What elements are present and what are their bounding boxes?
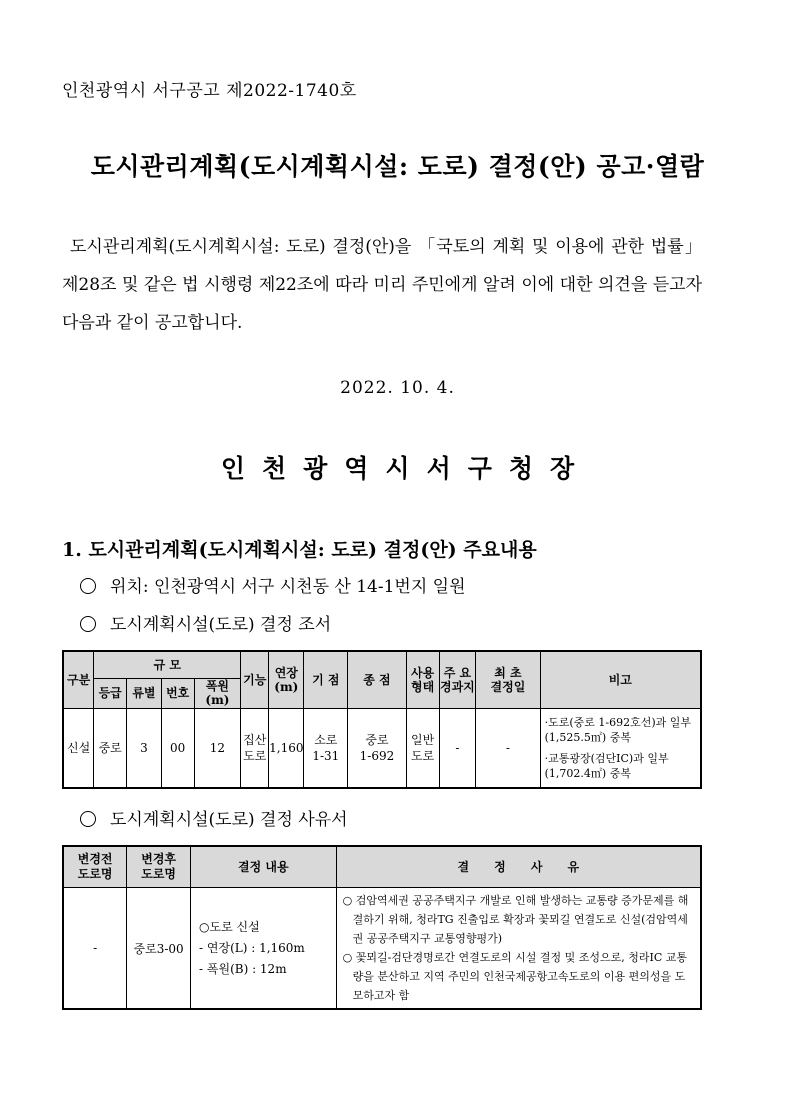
content-line: - 폭원(B) : 12m	[199, 961, 287, 976]
header-scale: 규 모	[94, 651, 241, 678]
table-row	[63, 888, 701, 1010]
cell-remarks	[540, 708, 701, 788]
reason-item: ○ 검암역세권 공공주택지구 개발로 인해 발생하는 교통량 증가문제를 해결하기 위해, 청라TG 진출입로 확장과 꽃뫼길 연결도로 신설(검암역세권 공공주택지구 교통영향평가)	[342, 894, 689, 945]
section-heading: 1. 도시관리계획(도시계획시설: 도로) 결정(안) 주요내용	[62, 539, 537, 561]
cell-content	[191, 888, 337, 1010]
cell-before: -	[63, 888, 127, 1010]
remark-item: ·도로(중로 1-692호선)과 일부(1,525.5㎡) 중복	[544, 715, 692, 744]
cell-use-type: 일반 도로	[406, 708, 439, 788]
location-bullet	[80, 572, 466, 597]
notice-number: 인천광역시 서구공고 제2022-1740호	[62, 81, 357, 101]
cell-first-decision: -	[476, 708, 540, 788]
cell-end: 중로 1-692	[348, 708, 407, 788]
notice-date: 2022. 10. 4.	[340, 378, 455, 398]
header-width: 폭원 (m)	[194, 678, 241, 708]
header-number: 번호	[161, 678, 194, 708]
cell-length: 1,160	[269, 708, 304, 788]
cell-start: 소로 1-31	[304, 708, 348, 788]
cell-main-route: -	[439, 708, 476, 788]
reason-item: ○ 꽃뫼길-검단경명로간 연결도로의 시설 결정 및 조성으로, 청라IC 교통량을 분산하고 지역 주민의 인천국제공항고속도로의 이용 편의성을 도모하고자 함	[342, 951, 688, 1002]
header-function: 기능	[241, 651, 269, 708]
cell-number: 00	[161, 708, 194, 788]
header-class: 류별	[127, 678, 162, 708]
cell-function: 집산 도로	[241, 708, 269, 788]
reason-table	[62, 845, 702, 1010]
reason-table-title: 도시계획시설(도로) 결정 사유서	[110, 810, 348, 830]
cell-width: 12	[194, 708, 241, 788]
header-before: 변경전 도로명	[63, 846, 127, 888]
circle-bullet-icon	[80, 811, 96, 827]
decision-table-caption	[80, 610, 331, 635]
content-line: ○도로 신설	[199, 919, 260, 934]
header-start: 기 점	[304, 651, 348, 708]
header-remarks: 비고	[540, 651, 701, 708]
table-row	[63, 708, 701, 788]
page-title: 도시관리계획(도시계획시설: 도로) 결정(안) 공고·열람	[90, 152, 705, 181]
cell-class: 3	[127, 708, 162, 788]
reason-table-caption	[80, 805, 348, 830]
header-grade: 등급	[94, 678, 127, 708]
decision-table	[62, 650, 702, 789]
cell-grade: 중로	[94, 708, 127, 788]
content-line: - 연장(L) : 1,160m	[199, 940, 305, 955]
header-reason: 결 정 사 유	[336, 846, 701, 888]
header-division: 구분	[63, 651, 94, 708]
circle-bullet-icon	[80, 578, 96, 594]
header-use-type: 사용 형태	[406, 651, 439, 708]
location-text: 위치: 인천광역시 서구 시천동 산 14-1번지 일원	[110, 577, 466, 597]
header-after: 변경후 도로명	[127, 846, 191, 888]
decision-table-title: 도시계획시설(도로) 결정 조서	[110, 615, 332, 635]
remark-item: ·교통광장(검단IC)과 일부(1,702.4㎡) 중복	[544, 751, 669, 780]
header-first-decision: 최 초 결정일	[476, 651, 540, 708]
issuer-name: 인천광역시서구청장	[220, 454, 592, 483]
header-length: 연장 (m)	[269, 651, 304, 708]
cell-division: 신설	[63, 708, 94, 788]
header-end: 종 점	[348, 651, 407, 708]
header-main-route: 주 요 경과지	[439, 651, 476, 708]
circle-bullet-icon	[80, 616, 96, 632]
cell-reason	[336, 888, 701, 1010]
cell-after: 중로3-00	[127, 888, 191, 1010]
intro-paragraph: 도시관리계획(도시계획시설: 도로) 결정(안)을 「국토의 계획 및 이용에 관한 법률」 제28조 및 같은 법 시행령 제22조에 따라 미리 주민에게 알려 이에 대한 의견을 듣고자 다음과 같이 공고합니다.	[62, 237, 702, 333]
header-content: 결정 내용	[191, 846, 337, 888]
